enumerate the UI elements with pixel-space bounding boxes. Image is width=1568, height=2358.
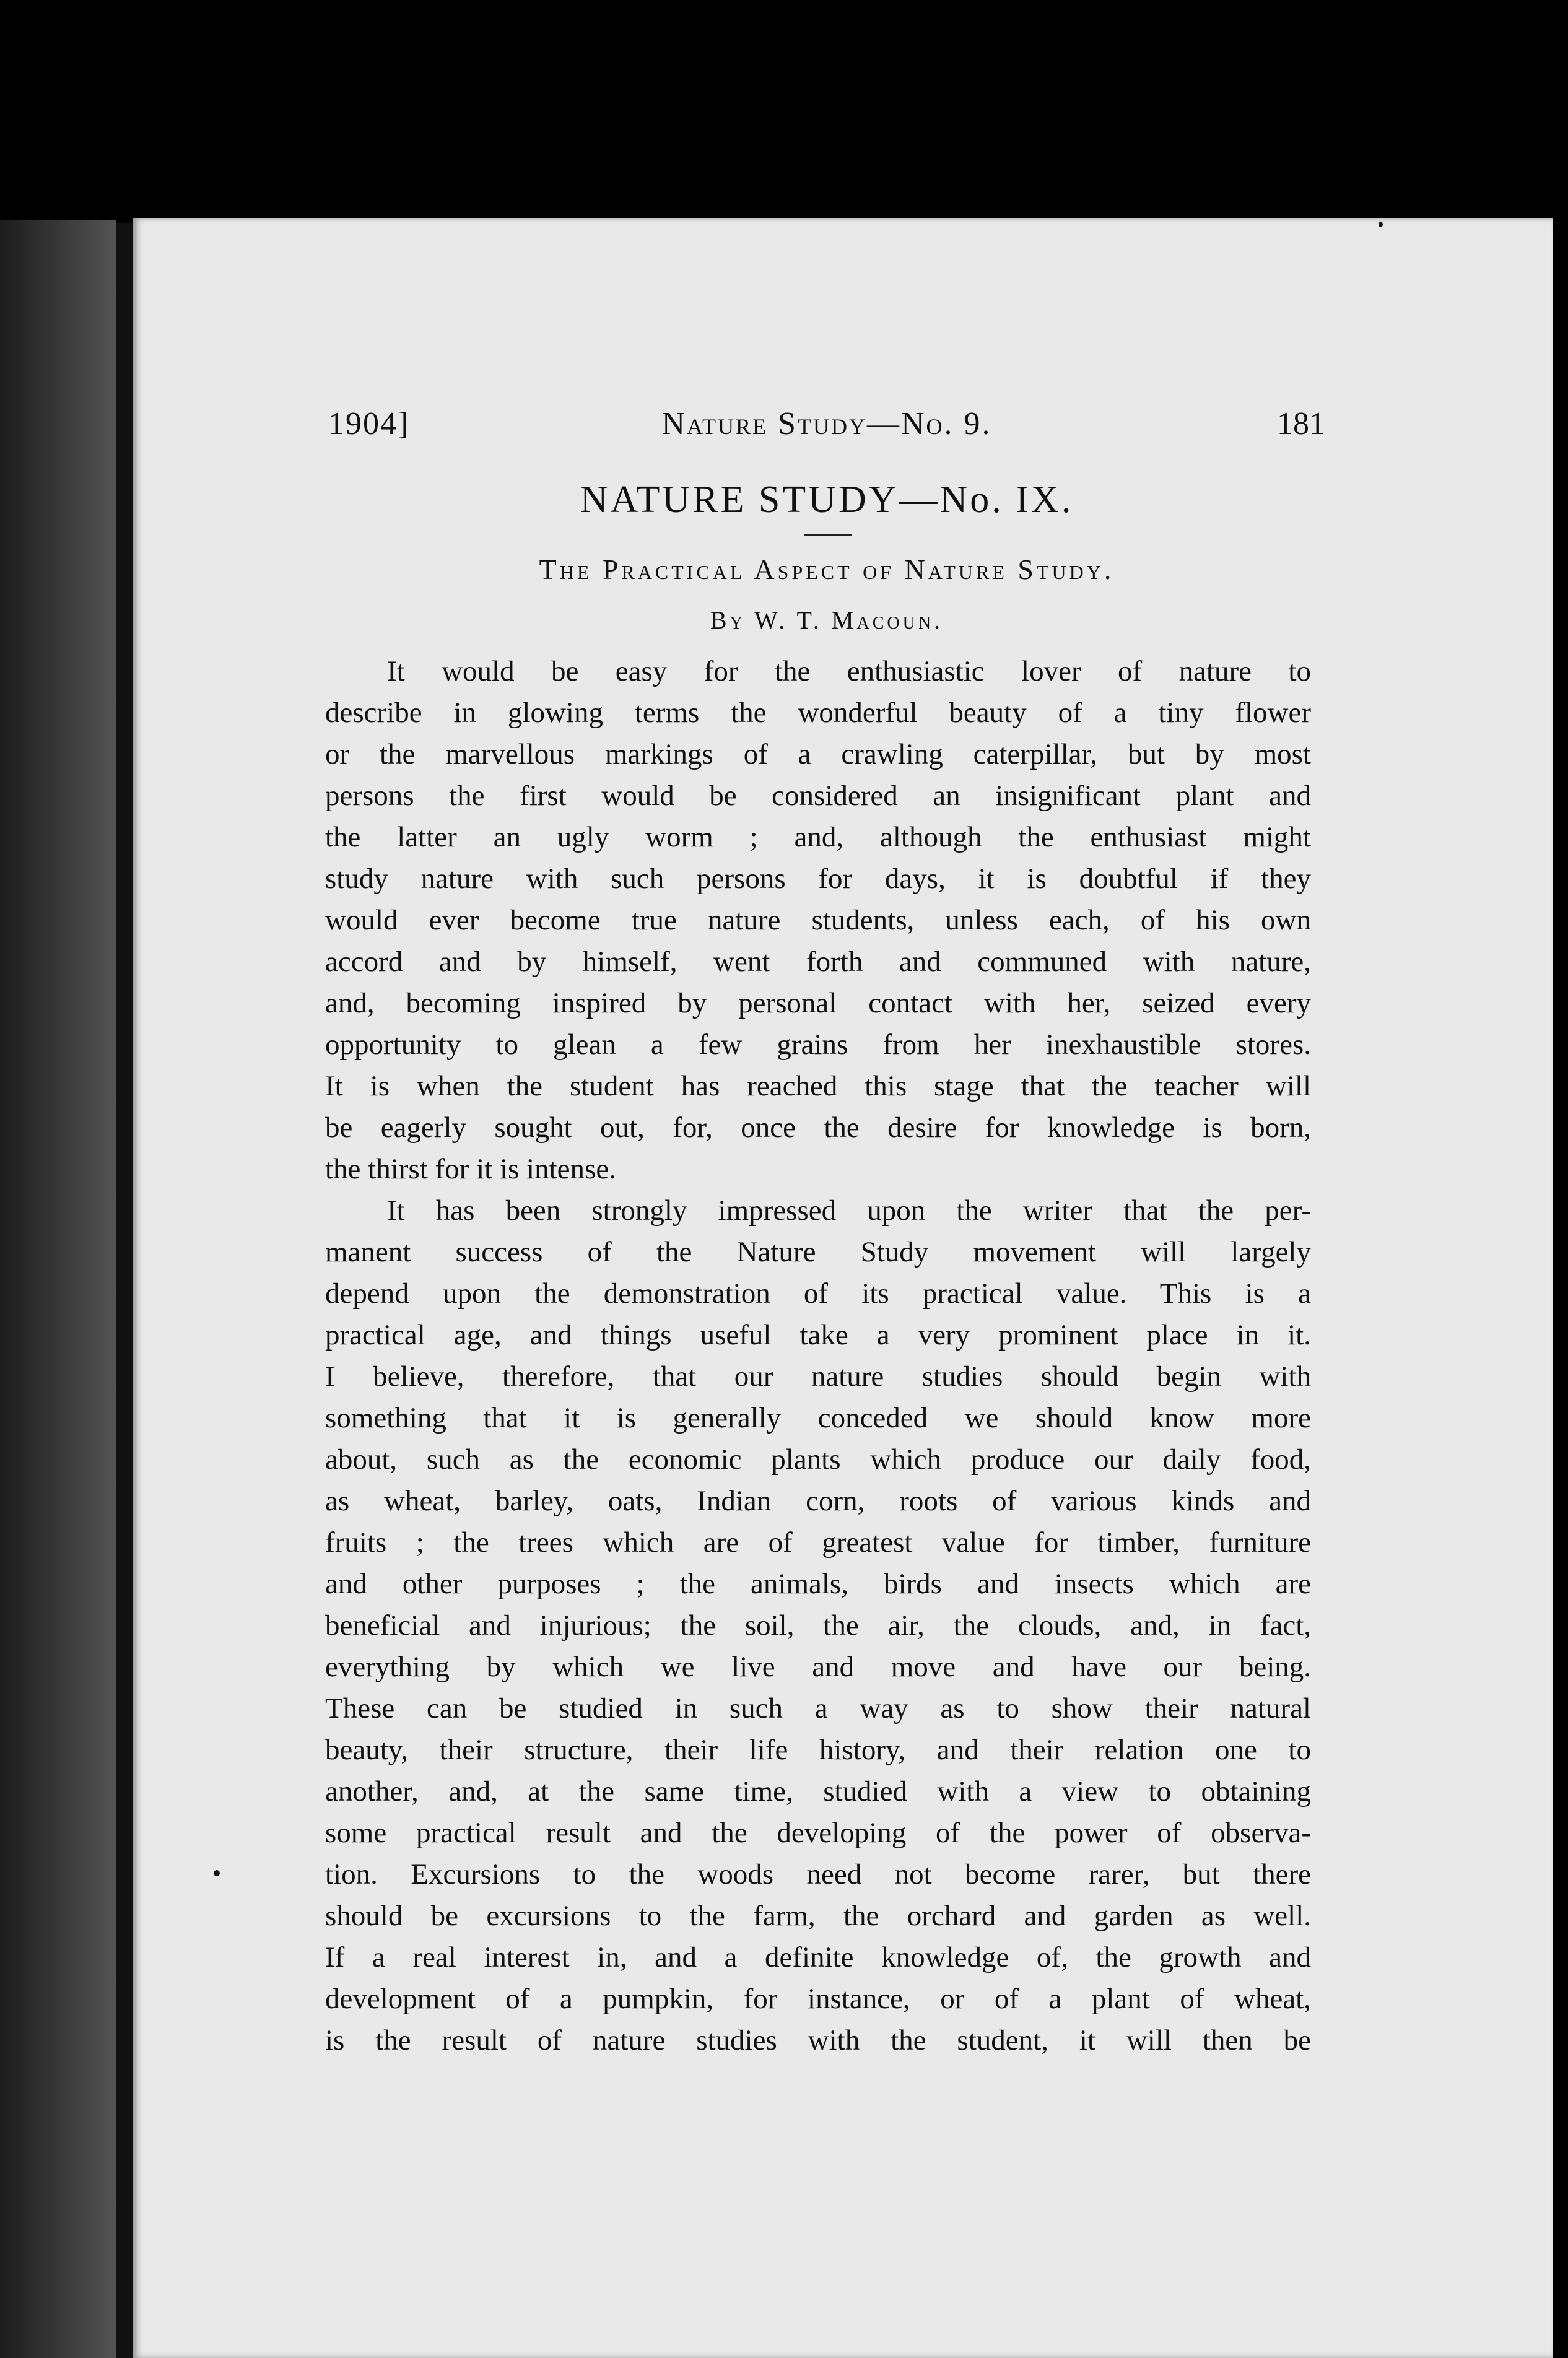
running-head-year: 1904] bbox=[328, 406, 410, 442]
body-line: and other purposes ; the animals, birds and insects which are bbox=[325, 1568, 1311, 1600]
body-line: would ever become true nature students, unless each, of his own bbox=[325, 904, 1311, 936]
article-subtitle: The Practical Aspect of Nature Study. bbox=[539, 554, 1115, 585]
body-line: be eagerly sought out, for, once the desire for knowledge is born, bbox=[325, 1112, 1311, 1144]
body-line: practical age, and things useful take a very prominent place in it. bbox=[325, 1319, 1311, 1351]
body-line: about, such as the economic plants which produce our daily food, bbox=[325, 1443, 1311, 1476]
body-line: opportunity to glean a few grains from her inexhaustible stores. bbox=[325, 1029, 1311, 1061]
body-line: I believe, therefore, that our nature studies should begin with bbox=[325, 1360, 1311, 1393]
page-fold-shadow bbox=[116, 223, 133, 2358]
body-line: development of a pumpkin, for instance, or of a plant of wheat, bbox=[325, 1983, 1311, 2015]
running-head-title: Nature Study—No. 9. bbox=[661, 406, 992, 442]
body-line: If a real interest in, and a definite knowledge of, the growth and bbox=[325, 1941, 1311, 1973]
body-line: as wheat, barley, oats, Indian corn, roots of various kinds and bbox=[325, 1485, 1311, 1517]
body-line: It has been strongly impressed upon the writer that the per- bbox=[387, 1194, 1311, 1227]
title-rule bbox=[804, 534, 852, 536]
body-line: persons the first would be considered an insignificant plant and bbox=[325, 780, 1311, 812]
previous-page-edge bbox=[0, 220, 116, 2358]
body-line: and, becoming inspired by personal contact with her, seized every bbox=[325, 987, 1311, 1019]
body-line: study nature with such persons for days, it is doubtful if they bbox=[325, 863, 1311, 895]
body-line: beneficial and injurious; the soil, the air, the clouds, and, in fact, bbox=[325, 1609, 1311, 1642]
body-line: manent success of the Nature Study movement will largely bbox=[325, 1236, 1311, 1268]
byline: By W. T. Macoun. bbox=[710, 606, 944, 634]
scan-speck bbox=[214, 1870, 220, 1876]
body-line: should be excursions to the farm, the orchard and garden as well. bbox=[325, 1900, 1311, 1932]
body-line: describe in glowing terms the wonderful beauty of a tiny flower bbox=[325, 697, 1311, 729]
body-line: is the result of nature studies with the student, it will then be bbox=[325, 2024, 1311, 2056]
body-line: the thirst for it is intense. bbox=[325, 1153, 616, 1185]
body-line: fruits ; the trees which are of greatest value for timber, furniture bbox=[325, 1526, 1311, 1559]
scan-speck bbox=[1379, 222, 1383, 227]
article-title: NATURE STUDY—No. IX. bbox=[580, 479, 1074, 521]
body-line: These can be studied in such a way as to show their natural bbox=[325, 1692, 1311, 1725]
body-line: some practical result and the developing of the power of observa- bbox=[325, 1817, 1311, 1849]
body-line: something that it is generally conceded we should know more bbox=[325, 1402, 1311, 1434]
body-line: It is when the student has reached this stage that the teacher will bbox=[325, 1070, 1311, 1102]
body-line: beauty, their structure, their life history, and their relation one to bbox=[325, 1734, 1311, 1766]
running-head bbox=[328, 406, 1325, 455]
body-line: or the marvellous markings of a crawling caterpillar, but by most bbox=[325, 738, 1311, 770]
body-line: another, and, at the same time, studied with a view to obtaining bbox=[325, 1775, 1311, 1808]
body-line: everything by which we live and move and have our being. bbox=[325, 1651, 1311, 1683]
body-line: depend upon the demonstration of its practical value. This is a bbox=[325, 1277, 1311, 1310]
page-number: 181 bbox=[1277, 406, 1325, 442]
body-line: tion. Excursions to the woods need not become rarer, but there bbox=[325, 1858, 1311, 1890]
body-line: the latter an ugly worm ; and, although the enthusiast might bbox=[325, 821, 1311, 853]
body-line: It would be easy for the enthusiastic lover of nature to bbox=[387, 655, 1311, 687]
body-line: accord and by himself, went forth and communed with nature, bbox=[325, 946, 1311, 978]
